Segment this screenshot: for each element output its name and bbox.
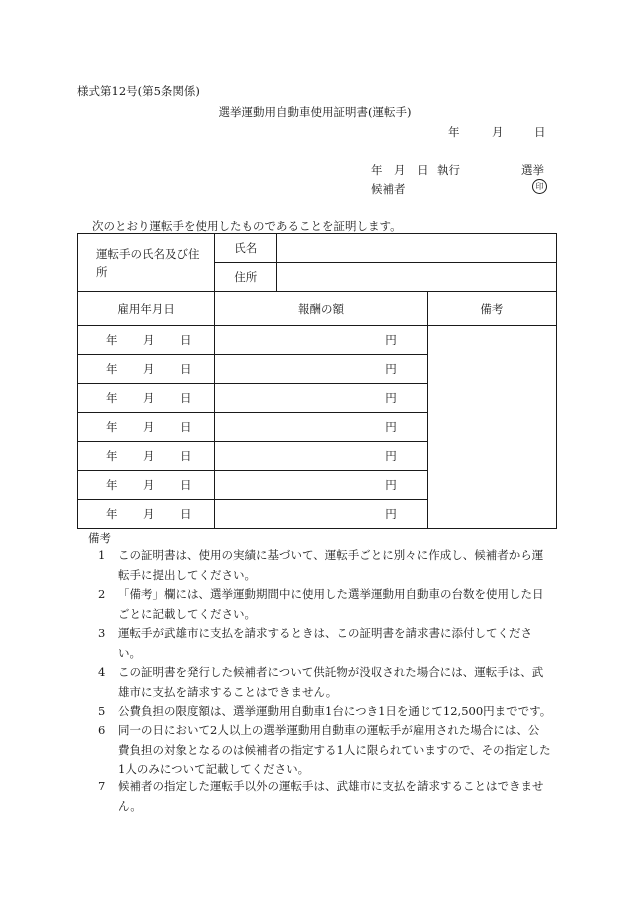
note-number: 6 — [98, 723, 106, 737]
note-number: 2 — [98, 587, 106, 601]
exec-month: 月 — [394, 163, 406, 177]
note-text: 「備考」欄には、選挙運動期間中に使用した選挙運動用自動車の台数を使用した日 — [118, 587, 544, 601]
row-day: 日 — [180, 333, 192, 347]
row-month: 月 — [143, 420, 155, 434]
note-item — [98, 663, 556, 702]
name-label: 氏名 — [215, 234, 277, 263]
note-text: 候補者の指定した運転手以外の運転手は、武雄市に支払を請求することはできませ — [118, 779, 544, 793]
note-number: 1 — [98, 548, 106, 562]
row-year: 年 — [106, 478, 118, 492]
intro-text: 次のとおり運転手を使用したものであることを証明します。 — [92, 219, 402, 233]
row-year: 年 — [106, 420, 118, 434]
note-continuation: 雄市に支払を請求することはできません。 — [118, 684, 338, 699]
hire-date-cell[interactable] — [78, 326, 215, 355]
row-year: 年 — [106, 391, 118, 405]
election-label: 選挙 — [521, 163, 544, 177]
row-month: 月 — [143, 333, 155, 347]
seal-icon: 印 — [532, 179, 547, 194]
hire-date-cell[interactable] — [78, 355, 215, 384]
note-text: この証明書を発行した候補者について供託物が没収された場合には、運転手は、武 — [118, 665, 544, 679]
row-month: 月 — [143, 391, 155, 405]
driver-name-address-label: 運転手の氏名及び住所 — [78, 234, 215, 292]
amount-cell[interactable]: 円 — [215, 355, 427, 384]
row-year: 年 — [106, 449, 118, 463]
document-title: 選挙運動用自動車使用証明書(運転手) — [218, 105, 412, 119]
issue-date — [448, 124, 546, 140]
row-month: 月 — [143, 478, 155, 492]
note-continuation: 費負担の対象となるのは候補者の指定する1人に限られていますので、その指定した1人のみについて記載してください。 — [118, 742, 551, 776]
note-continuation: い。 — [118, 645, 141, 660]
address-field[interactable] — [277, 263, 557, 292]
hire-date-cell[interactable] — [78, 384, 215, 413]
hire-date-header: 雇用年月日 — [78, 292, 215, 326]
row-day: 日 — [180, 362, 192, 376]
note-text: 同一の日において2人以上の選挙運動用自動車の運転手が雇用された場合には、公 — [118, 723, 540, 737]
note-item — [98, 777, 556, 816]
row-year: 年 — [106, 333, 118, 347]
note-item — [98, 721, 556, 780]
amount-cell[interactable]: 円 — [215, 500, 427, 529]
execution-line — [371, 162, 546, 178]
note-text: 運転手が武雄市に支払を請求するときは、この証明書を請求書に添付してくださ — [118, 626, 532, 640]
amount-cell[interactable]: 円 — [215, 413, 427, 442]
amount-cell[interactable]: 円 — [215, 471, 427, 500]
hire-date-cell[interactable] — [78, 500, 215, 529]
certificate-table — [77, 233, 557, 529]
exec-day: 日 — [417, 163, 429, 177]
note-text: この証明書は、使用の実績に基づいて、運転手ごとに別々に作成し、候補者から運 — [118, 548, 544, 562]
note-item — [98, 624, 556, 663]
note-item — [98, 585, 556, 624]
row-day: 日 — [180, 449, 192, 463]
candidate-label: 候補者 — [371, 182, 406, 196]
remarks-header: 備考 — [427, 292, 556, 326]
candidate-line — [371, 181, 547, 197]
row-day: 日 — [180, 507, 192, 521]
exec-year: 年 — [371, 163, 383, 177]
row-day: 日 — [180, 478, 192, 492]
note-continuation: 転手に提出してください。 — [118, 567, 256, 582]
note-number: 7 — [98, 779, 106, 793]
remarks-cell[interactable] — [427, 326, 556, 529]
row-month: 月 — [143, 449, 155, 463]
issue-month: 月 — [492, 125, 504, 139]
note-continuation: ん。 — [118, 798, 142, 813]
note-number: 4 — [98, 665, 106, 679]
amount-header: 報酬の額 — [215, 292, 427, 326]
table-row — [78, 326, 557, 355]
hire-date-cell[interactable] — [78, 442, 215, 471]
row-day: 日 — [180, 391, 192, 405]
name-field[interactable] — [277, 234, 557, 263]
row-year: 年 — [106, 507, 118, 521]
hire-date-cell[interactable] — [78, 471, 215, 500]
notes-title: 備考 — [88, 531, 111, 545]
note-continuation: ごとに記載してください。 — [118, 606, 256, 621]
issue-day: 日 — [534, 125, 546, 139]
amount-cell[interactable]: 円 — [215, 442, 427, 471]
row-year: 年 — [106, 362, 118, 376]
amount-cell[interactable]: 円 — [215, 384, 427, 413]
note-number: 5 — [98, 704, 106, 718]
hire-date-cell[interactable] — [78, 413, 215, 442]
row-month: 月 — [143, 362, 155, 376]
amount-cell[interactable]: 円 — [215, 326, 427, 355]
note-number: 3 — [98, 626, 106, 640]
address-label: 住所 — [215, 263, 277, 292]
row-day: 日 — [180, 420, 192, 434]
issue-year: 年 — [448, 125, 460, 139]
note-item — [98, 702, 556, 722]
row-month: 月 — [143, 507, 155, 521]
note-text: 公費負担の限度額は、選挙運動用自動車1台につき1日を通じて12,500円までです。 — [118, 704, 552, 718]
exec-label: 執行 — [437, 163, 460, 177]
form-number: 様式第12号(第5条関係) — [77, 84, 200, 98]
note-item — [98, 546, 556, 585]
